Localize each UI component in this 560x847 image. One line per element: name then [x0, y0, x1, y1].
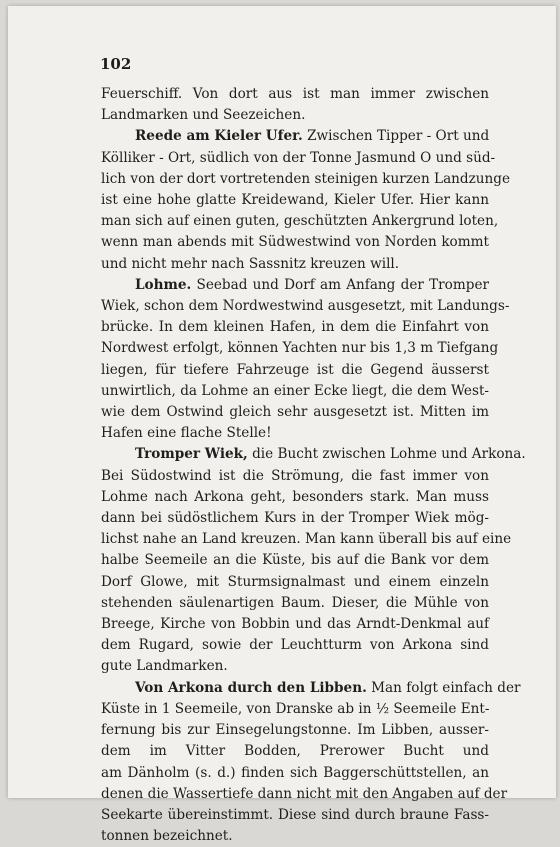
text-line: lichst nahe an Land kreuzen. Man kann überall bis auf eine — [101, 531, 512, 548]
text-line: Seekarte übereinstimmt. Diese sind durch braune Fass- — [101, 806, 489, 823]
text-line: ist eine hohe glatte Kreidewand, Kieler Ufer. Hier kann — [101, 192, 489, 209]
paragraph-heading: Von Arkona durch den Libben. — [135, 679, 367, 696]
text-line: dem Rugard, sowie der Leuchtturm von Arkona sind — [101, 637, 489, 654]
text-line: lich von der dort vortretenden steinigen kurzen Landzunge — [101, 170, 511, 187]
text-line: Nordwest erfolgt, können Yachten nur bis 1,3 m Tiefgang — [101, 340, 499, 357]
text-line: Wiek, schon dem Nordwestwind ausgesetzt, mit Landungs- — [101, 298, 510, 315]
text-fragment: Seebad und Dorf am Anfang der Tromper — [191, 276, 489, 293]
text-line: Breege, Kirche von Bobbin und das Arndt-Denkmal auf — [101, 616, 489, 633]
text-line — [101, 444, 526, 465]
text-line: liegen, für tiefere Fahrzeuge ist die Gegend äusserst — [101, 361, 489, 378]
text-fragment: die Bucht zwischen Lohme und Arkona. — [247, 446, 526, 463]
text-line: man sich auf einen guten, geschützten Ankergrund loten, — [101, 213, 499, 230]
page-body — [101, 84, 526, 847]
text-line: halbe Seemeile an die Küste, bis auf die Bank vor dem — [101, 552, 489, 569]
text-line: Dorf Glowe, mit Sturmsignalmast und einem einzeln — [101, 573, 489, 590]
text-line: denen die Wassertiefe dann nicht mit den Angaben auf der — [101, 785, 508, 802]
book-page — [8, 6, 556, 845]
paragraph-heading: Lohme. — [135, 276, 192, 293]
text-line: Landmarken und Seezeichen. — [101, 107, 306, 124]
text-line: brücke. In dem kleinen Hafen, in dem die Einfahrt von — [101, 319, 489, 336]
text-line: Bei Südostwind ist die Strömung, die fast immer von — [101, 467, 489, 484]
paragraph-lohme — [101, 275, 510, 445]
text-line — [101, 275, 489, 296]
text-line: dann bei südöstlichem Kurs in der Tromper Wiek mög- — [101, 510, 489, 527]
paragraph-heading: Tromper Wiek, — [135, 446, 248, 463]
text-line: Küste in 1 Seemeile, von Dranske ab in ½ Seemeile Ent- — [101, 700, 490, 717]
text-line: Kölliker - Ort, südlich von der Tonne Jasmund O und süd- — [101, 149, 496, 166]
text-line: stehenden säulenartigen Baum. Dieser, die Mühle von — [101, 594, 489, 611]
text-line: gute Landmarken. — [101, 658, 228, 675]
text-line: unwirtlich, da Lohme an einer Ecke liegt, die dem West- — [101, 382, 489, 399]
paragraph-tromper-wiek — [101, 444, 526, 677]
text-line: wenn man abends mit Südwestwind von Norden kommt — [101, 234, 489, 251]
paragraph-heading: Reede am Kieler Ufer. — [135, 128, 303, 145]
text-line: tonnen bezeichnet. — [101, 828, 233, 845]
paragraph-feuerschiff — [101, 84, 489, 126]
text-line: Lohme nach Arkona geht, besonders stark. Man muss — [101, 488, 489, 505]
text-line: Hafen eine flache Stelle! — [101, 425, 272, 442]
text-fragment: Zwischen Tipper - Ort und — [302, 128, 490, 145]
text-line: und nicht mehr nach Sassnitz kreuzen will. — [101, 255, 400, 272]
text-line: dem im Vitter Bodden, Prerower Bucht und — [101, 743, 489, 760]
paragraph-reede-am-kieler-ufer — [101, 126, 511, 274]
text-line: fernung bis zur Einsegelungstonne. Im Libben, ausser- — [101, 722, 489, 739]
text-line: am Dänholm (s. d.) finden sich Baggerschüttstellen, an — [101, 764, 489, 781]
text-line — [101, 126, 489, 147]
paragraph-von-arkona-durch-den-libben — [101, 678, 521, 847]
text-line — [101, 678, 521, 699]
text-line: wie dem Ostwind gleich sehr ausgesetzt ist. Mitten im — [101, 404, 489, 421]
text-line: Feuerschiff. Von dort aus ist man immer zwischen — [101, 86, 489, 102]
page-number: 102 — [100, 55, 132, 73]
text-fragment: Man folgt einfach der — [366, 679, 521, 696]
